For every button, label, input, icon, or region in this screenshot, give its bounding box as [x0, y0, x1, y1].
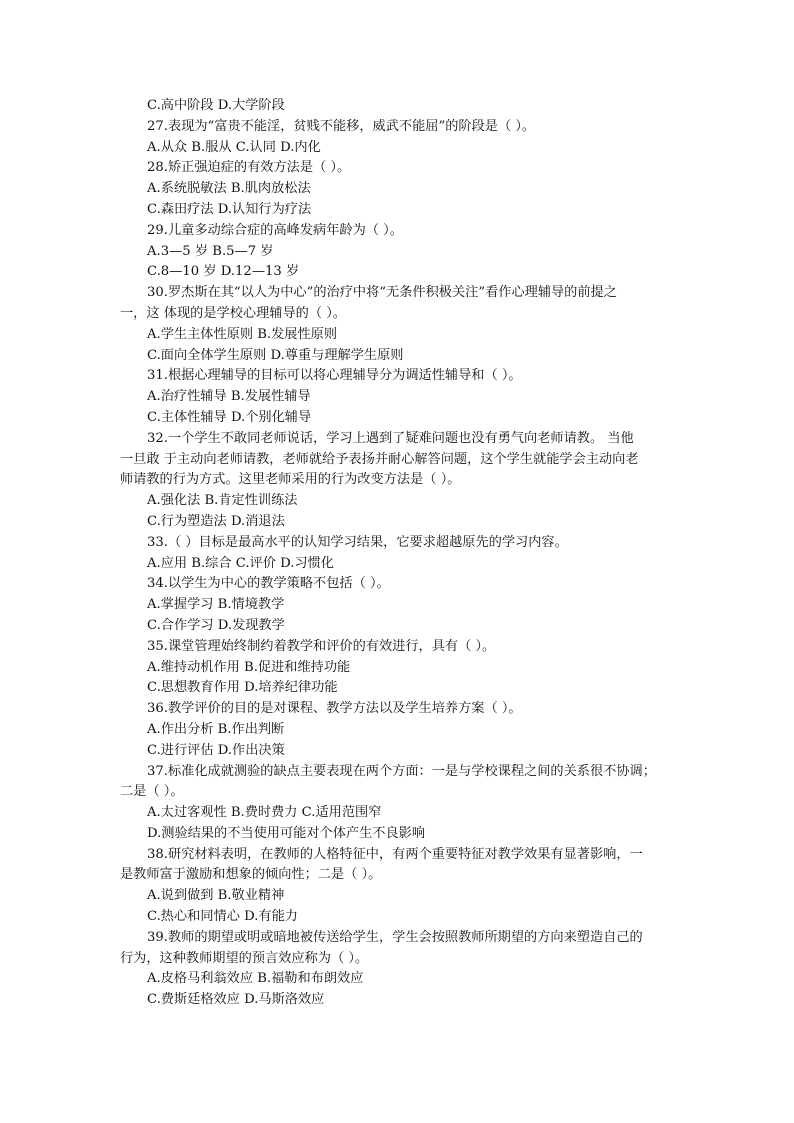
answer-options: C.高中阶段 D.大学阶段 [147, 98, 285, 113]
answer-options: C.合作学习 D.发现教学 [147, 617, 285, 633]
question-stem: 34.以学生为中心的教学策略不包括（ ）。 [147, 576, 390, 592]
question-stem: 29.儿童多动综合症的高峰发病年龄为（ ）。 [147, 222, 403, 238]
answer-options: A.掌握学习 B.情境教学 [147, 597, 285, 613]
question-list [120, 96, 680, 1011]
answer-options: A.治疗性辅导 B.发展性辅导 [147, 389, 311, 405]
question-stem: 38.研究材料表明，在教师的人格特征中，有两个重要特征对教学效果有显著影响，一 [147, 846, 643, 862]
answer-options: C.主体性辅导 D.个别化辅导 [147, 409, 312, 425]
question-stem-continuation: 行为，这种教师期望的预言效应称为（ ）。 [120, 950, 369, 966]
question-stem-continuation: 师请教的行为方式。这里老师采用的行为改变方法是（ ）。 [120, 472, 461, 488]
question-stem: 35.课堂管理始终制约着教学和评价的有效进行，具有（ ）。 [147, 638, 496, 654]
question-stem: 39.教师的期望或明或暗地被传送给学生，学生会按照教师所期望的方向来塑造自己的 [147, 929, 643, 945]
answer-options: C.思想教育作用 D.培养纪律功能 [147, 680, 338, 696]
answer-options: C.8—10 岁 D.12—13 岁 [147, 264, 300, 280]
question-stem-continuation: 一，这 体现的是学校心理辅导的（ ）。 [120, 305, 346, 321]
answer-options: A.太过客观性 B.费时费力 C.适用范围窄 [147, 805, 382, 821]
answer-options: A.应用 B.综合 C.评价 D.习惯化 [147, 555, 334, 571]
answer-options: A.皮格马利翁效应 B.福勒和布朗效应 [147, 971, 364, 987]
question-stem: 36.教学评价的目的是对课程、教学方法以及学生培养方案（ ）。 [147, 701, 522, 717]
question-stem: 30.罗杰斯在其“以人为中心”的治疗中将“无条件积极关注”看作心理辅导的前提之 [147, 285, 617, 301]
answer-options: C.面向全体学生原则 D.尊重与理解学生原则 [147, 347, 404, 363]
question-stem: 27.表现为“富贵不能淫，贫贱不能移，威武不能屈”的阶段是（ ）。 [147, 118, 536, 134]
question-stem: 32.一个学生不敢同老师说话，学习上遇到了疑难问题也没有勇气向老师请教。 当他 [147, 430, 634, 446]
answer-options: A.说到做到 B.敬业精神 [147, 888, 285, 904]
question-stem: 28.矫正强迫症的有效方法是（ ）。 [147, 160, 351, 176]
question-stem-continuation: 二是（ ）。 [120, 784, 184, 800]
answer-options: C.费斯廷格效应 D.马斯洛效应 [147, 992, 325, 1008]
answer-options: A.作出分析 B.作出判断 [147, 721, 285, 737]
question-stem-continuation: 是教师富于激励和想象的倾向性；二是（ ）。 [120, 867, 382, 883]
answer-options: A.3—5 岁 B.5—7 岁 [147, 243, 274, 259]
answer-options: C.森田疗法 D.认知行为疗法 [147, 201, 312, 217]
answer-options: A.从众 B.服从 C.认同 D.内化 [147, 139, 321, 155]
answer-options: A.系统脱敏法 B.肌肉放松法 [147, 181, 311, 197]
question-stem: 37.标准化成就测验的缺点主要表现在两个方面：一是与学校课程之间的关系很不协调； [147, 763, 656, 779]
answer-options: A.维持动机作用 B.促进和维持功能 [147, 659, 351, 675]
answer-options: A.强化法 B.肯定性训练法 [147, 493, 298, 509]
answer-options: C.热心和同情心 D.有能力 [147, 909, 298, 925]
answer-options: C.行为塑造法 D.消退法 [147, 513, 285, 529]
answer-options: C.进行评估 D.作出决策 [147, 742, 285, 758]
question-stem-continuation: 一旦敢 于主动向老师请教，老师就给予表扬并耐心解答问题，这个学生就能学会主动向老 [120, 451, 639, 467]
answer-options: D.测验结果的不当使用可能对个体产生不良影响 [147, 825, 426, 841]
answer-options: A.学生主体性原则 B.发展性原则 [147, 326, 338, 342]
question-stem: 31.根据心理辅导的目标可以将心理辅导分为调适性辅导和（ ）。 [147, 368, 522, 384]
question-stem: 33.（ ）目标是最高水平的认知学习结果，它要求超越原先的学习内容。 [147, 534, 568, 550]
